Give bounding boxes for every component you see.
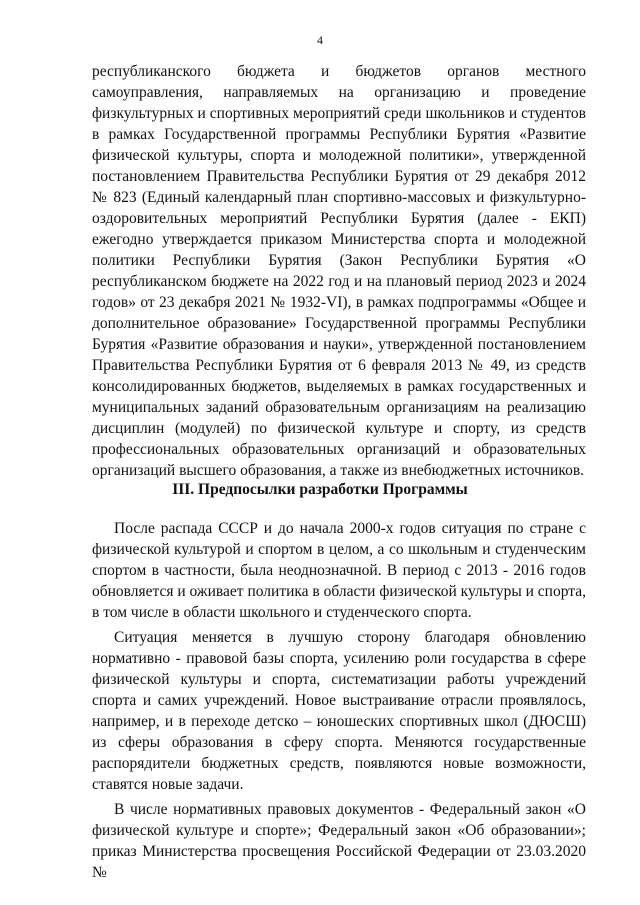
section-paragraph-1: После распада СССР и до начала 2000-х годов ситуация по стране с физической культурой и спортом в целом, а со школьным и студенческим спортом в частности, была неоднозначной. В период с 2013 - 2016 годов обновляется и оживает политика в области физической культуры и спорта, в том числе в области школьного и студенческого спорта. <box>92 520 586 621</box>
intro-paragraph: республиканского бюджета и бюджетов органов местного самоуправления, направляемых на организацию и проведение физкультурных и спортивных мероприятий среди школьников и студентов в рамках Государственной программы Республики Бурятия «Развитие физической культуры, спорта и молодежной политики», утвержденной постановлением Правительства Республики Бурятия от 29 декабря 2012 № 823 (Единый календарный план спортивно-массовых и физкультурно-оздоровительных мероприятий Республики Бурятия (далее - ЕКП) ежегодно утверждается приказом Министерства спорта и молодежной политики Республики Бурятия (Закон Республики Бурятия «О республиканском бюджете на 2022 год и на плановый период 2023 и 2024 годов» от 23 декабря 2021 № 1932-VI), в рамках подпрограммы «Общее и дополнительное образование» Государственной программы Республики Бурятия «Развитие образования и науки», утвержденной постановлением Правительства Республики Бурятия от 6 февраля 2013 № 49, из средств консолидированных бюджетов, выделяемых в рамках государственных и муниципальных заданий образовательным организациям на реализацию дисциплин (модулей) по физической культуре и спорту, из средств профессиональных образовательных организаций и образовательных организаций высшего образования, а также из внебюджетных источников. <box>92 63 586 479</box>
section-paragraph-2: Ситуация меняется в лучшую сторону благодаря обновлению нормативно - правовой базы спорта, усилению роли государства в сфере физической культуры и спорта, систематизации работы учреждений спорта и самих учреждений. Новое выстраивание отрасли проявлялось, например, и в переходе детско – юношеских спортивных школ (ДЮСШ) из сферы образования в сферу спорта. Меняются государственные распорядители бюджетных средств, появляются новые возможности, ставятся новые задачи. <box>92 629 586 793</box>
page-number: 4 <box>317 33 323 47</box>
section-paragraph-3: В числе нормативных правовых документов - Федеральный закон «О физической культуре и спорте»; Федеральный закон «Об образовании»; приказ Министерства просвещения Российской Федерации от 23.03.2020 № <box>92 801 586 881</box>
intro-text-block <box>92 61 586 481</box>
section-heading: III. Предпосылки разработки Программы <box>172 481 468 498</box>
section-body <box>92 518 586 887</box>
